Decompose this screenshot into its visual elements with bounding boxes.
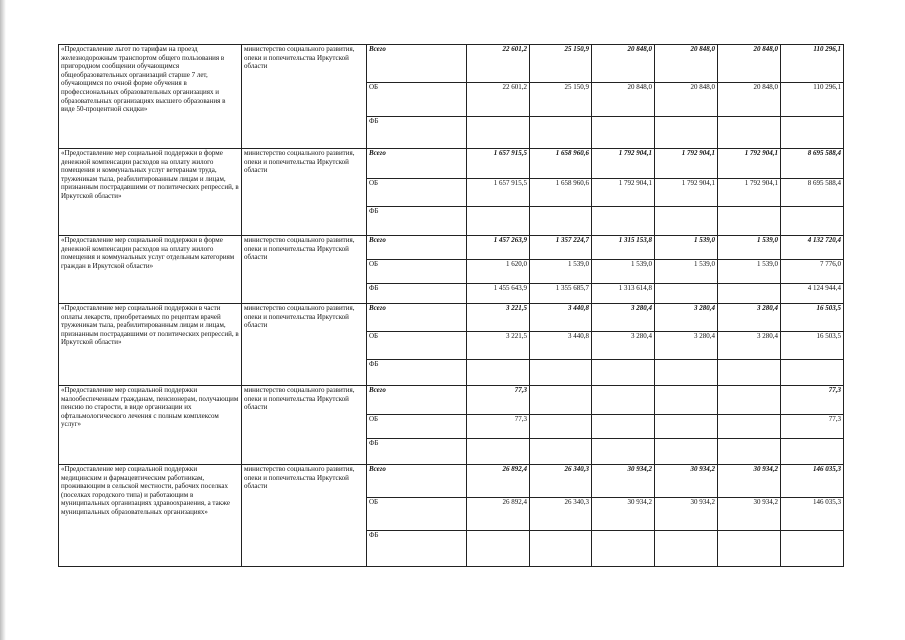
- program-name-cell: «Предоставление мер социальной поддержки в форме денежной компенсации расходов на оплату жилого помещения и коммунальных услуг ветеранам труда, труженикам тыла, реабилитированным лицам и лицам, признанным пострадавшими от политических репрессий, в Иркутской области»: [59, 149, 242, 236]
- amount-cell: 3 280,4: [718, 332, 781, 360]
- amount-cell: 26 340,3: [530, 465, 592, 498]
- amount-cell: 22 601,2: [467, 83, 530, 117]
- amount-cell: 1 315 153,8: [592, 236, 655, 260]
- amount-cell: 1 313 614,8: [592, 284, 655, 304]
- amount-cell: 8 695 588,4: [781, 179, 844, 207]
- funding-source-cell: Всего: [367, 304, 467, 332]
- amount-cell: 146 035,3: [781, 498, 844, 531]
- responsible-org-cell: министерство социального развития, опеки и попечительства Иркутской области: [242, 236, 367, 304]
- amount-cell: 1 657 915,5: [467, 179, 530, 207]
- amount-cell: 77,3: [781, 386, 844, 415]
- amount-cell: [718, 415, 781, 439]
- amount-cell: 3 221,5: [467, 332, 530, 360]
- amount-cell: 1 792 904,1: [718, 149, 781, 179]
- amount-cell: 30 934,2: [718, 465, 781, 498]
- responsible-org-cell: министерство социального развития, опеки и попечительства Иркутской области: [242, 149, 367, 236]
- funding-source-cell: ФБ: [367, 207, 467, 236]
- funding-source-cell: Всего: [367, 149, 467, 179]
- funding-source-cell: ОБ: [367, 332, 467, 360]
- amount-cell: [718, 207, 781, 236]
- amount-cell: [781, 531, 844, 567]
- amount-cell: 1 539,0: [655, 236, 718, 260]
- amount-cell: 1 457 263,9: [467, 236, 530, 260]
- responsible-org-cell: министерство социального развития, опеки и попечительства Иркутской области: [242, 45, 367, 149]
- funding-source-cell: Всего: [367, 465, 467, 498]
- amount-cell: 1 357 224,7: [530, 236, 592, 260]
- amount-cell: [655, 360, 718, 386]
- amount-cell: 146 035,3: [781, 465, 844, 498]
- amount-cell: [467, 360, 530, 386]
- amount-cell: 22 601,2: [467, 45, 530, 83]
- amount-cell: 77,3: [467, 386, 530, 415]
- funding-source-cell: ФБ: [367, 284, 467, 304]
- amount-cell: 1 455 643,9: [467, 284, 530, 304]
- responsible-org-cell: министерство социального развития, опеки и попечительства Иркутской области: [242, 304, 367, 386]
- amount-cell: 7 776,0: [781, 260, 844, 284]
- amount-cell: 1 658 960,6: [530, 149, 592, 179]
- amount-cell: 1 792 904,1: [592, 179, 655, 207]
- funding-source-cell: ОБ: [367, 260, 467, 284]
- amount-cell: 1 792 904,1: [718, 179, 781, 207]
- funding-source-cell: Всего: [367, 236, 467, 260]
- amount-cell: [718, 284, 781, 304]
- program-name-cell: «Предоставление мер социальной поддержки в форме денежной компенсации расходов на оплату жилого помещения и коммунальных услуг отдельным категориям граждан в Иркутской области»: [59, 236, 242, 304]
- responsible-org-cell: министерство социального развития, опеки и попечительства Иркутской области: [242, 465, 367, 567]
- amount-cell: [718, 531, 781, 567]
- amount-cell: [467, 531, 530, 567]
- amount-cell: 26 892,4: [467, 465, 530, 498]
- funding-source-cell: ОБ: [367, 83, 467, 117]
- amount-cell: 1 539,0: [530, 260, 592, 284]
- amount-cell: 26 892,4: [467, 498, 530, 531]
- amount-cell: [655, 284, 718, 304]
- amount-cell: [781, 439, 844, 465]
- table-row-total: [59, 236, 844, 260]
- amount-cell: [530, 531, 592, 567]
- amount-cell: 77,3: [467, 415, 530, 439]
- amount-cell: 26 340,3: [530, 498, 592, 531]
- amount-cell: [592, 207, 655, 236]
- amount-cell: 3 280,4: [655, 332, 718, 360]
- amount-cell: 1 539,0: [592, 260, 655, 284]
- amount-cell: [655, 117, 718, 149]
- amount-cell: 20 848,0: [592, 83, 655, 117]
- amount-cell: 20 848,0: [655, 45, 718, 83]
- amount-cell: 110 296,1: [781, 45, 844, 83]
- amount-cell: [467, 439, 530, 465]
- amount-cell: 1 658 960,6: [530, 179, 592, 207]
- amount-cell: 3 280,4: [592, 304, 655, 332]
- amount-cell: 30 934,2: [718, 498, 781, 531]
- amount-cell: 30 934,2: [592, 498, 655, 531]
- amount-cell: 4 124 944,4: [781, 284, 844, 304]
- amount-cell: [530, 415, 592, 439]
- amount-cell: 4 132 720,4: [781, 236, 844, 260]
- amount-cell: 77,3: [781, 415, 844, 439]
- funding-source-cell: ОБ: [367, 179, 467, 207]
- program-name-cell: «Предоставление льгот по тарифам на проезд железнодорожным транспортом общего пользования в пригородном сообщении обучающимся общеобразовательных организаций старше 7 лет, обучающимся по очной форме обучения в профессиональных образовательных организациях и образовательных организациях высшего образования в виде 50-процентной скидки»: [59, 45, 242, 149]
- amount-cell: 3 221,5: [467, 304, 530, 332]
- amount-cell: 30 934,2: [655, 498, 718, 531]
- amount-cell: 1 792 904,1: [655, 149, 718, 179]
- amount-cell: 3 440,8: [530, 332, 592, 360]
- amount-cell: 25 150,9: [530, 83, 592, 117]
- amount-cell: 3 280,4: [592, 332, 655, 360]
- table-row-total: [59, 465, 844, 498]
- amount-cell: 20 848,0: [655, 83, 718, 117]
- amount-cell: [530, 207, 592, 236]
- table-row-total: [59, 386, 844, 415]
- amount-cell: 20 848,0: [718, 83, 781, 117]
- program-name-cell: «Предоставление мер социальной поддержки в части оплаты лекарств, приобретаемых по рецептам врачей труженикам тыла, реабилитированным лицам и лицам, признанным пострадавшими от политических репрессий, в Иркутской области»: [59, 304, 242, 386]
- amount-cell: 3 280,4: [655, 304, 718, 332]
- table-row-total: [59, 304, 844, 332]
- amount-cell: [718, 117, 781, 149]
- amount-cell: 1 657 915,5: [467, 149, 530, 179]
- amount-cell: [718, 439, 781, 465]
- amount-cell: 3 280,4: [718, 304, 781, 332]
- amount-cell: [592, 531, 655, 567]
- amount-cell: [467, 207, 530, 236]
- amount-cell: [718, 360, 781, 386]
- amount-cell: 20 848,0: [718, 45, 781, 83]
- amount-cell: [655, 386, 718, 415]
- funding-source-cell: ФБ: [367, 439, 467, 465]
- amount-cell: 16 503,5: [781, 304, 844, 332]
- amount-cell: [655, 415, 718, 439]
- amount-cell: 20 848,0: [592, 45, 655, 83]
- amount-cell: [655, 207, 718, 236]
- amount-cell: [592, 360, 655, 386]
- amount-cell: 30 934,2: [655, 465, 718, 498]
- responsible-org-cell: министерство социального развития, опеки и попечительства Иркутской области: [242, 386, 367, 465]
- table-row-total: [59, 45, 844, 83]
- amount-cell: [592, 415, 655, 439]
- amount-cell: 1 539,0: [655, 260, 718, 284]
- amount-cell: [592, 386, 655, 415]
- amount-cell: 1 792 904,1: [592, 149, 655, 179]
- funding-source-cell: Всего: [367, 45, 467, 83]
- amount-cell: [655, 439, 718, 465]
- funding-source-cell: ФБ: [367, 117, 467, 149]
- funding-source-cell: ФБ: [367, 360, 467, 386]
- scan-edge: [0, 0, 6, 640]
- amount-cell: [781, 117, 844, 149]
- amount-cell: 1 620,0: [467, 260, 530, 284]
- amount-cell: [467, 117, 530, 149]
- amount-cell: 1 792 904,1: [655, 179, 718, 207]
- amount-cell: [530, 360, 592, 386]
- amount-cell: 25 150,9: [530, 45, 592, 83]
- amount-cell: 30 934,2: [592, 465, 655, 498]
- amount-cell: [781, 360, 844, 386]
- financing-table: [58, 44, 844, 567]
- amount-cell: 8 695 588,4: [781, 149, 844, 179]
- amount-cell: 1 355 685,7: [530, 284, 592, 304]
- amount-cell: [530, 117, 592, 149]
- funding-source-cell: ОБ: [367, 415, 467, 439]
- amount-cell: 3 440,8: [530, 304, 592, 332]
- amount-cell: [530, 439, 592, 465]
- funding-source-cell: Всего: [367, 386, 467, 415]
- amount-cell: [718, 386, 781, 415]
- funding-source-cell: ФБ: [367, 531, 467, 567]
- amount-cell: [592, 439, 655, 465]
- amount-cell: [781, 207, 844, 236]
- amount-cell: 110 296,1: [781, 83, 844, 117]
- amount-cell: [530, 386, 592, 415]
- amount-cell: [592, 117, 655, 149]
- program-name-cell: «Предоставление мер социальной поддержки малообеспеченным гражданам, пенсионерам, получающим пенсию по старости, в виде организации их офтальмологического лечения с полным комплексом услуг»: [59, 386, 242, 465]
- amount-cell: 1 539,0: [718, 236, 781, 260]
- funding-source-cell: ОБ: [367, 498, 467, 531]
- amount-cell: 1 539,0: [718, 260, 781, 284]
- amount-cell: [655, 531, 718, 567]
- table-row-total: [59, 149, 844, 179]
- program-name-cell: «Предоставление мер социальной поддержки медицинским и фармацевтическим работникам, проживающим в сельской местности, рабочих поселках (поселках городского типа) и работающим в муниципальных организациях здравоохранения, а также муниципальных образовательных организациях»: [59, 465, 242, 567]
- amount-cell: 16 503,5: [781, 332, 844, 360]
